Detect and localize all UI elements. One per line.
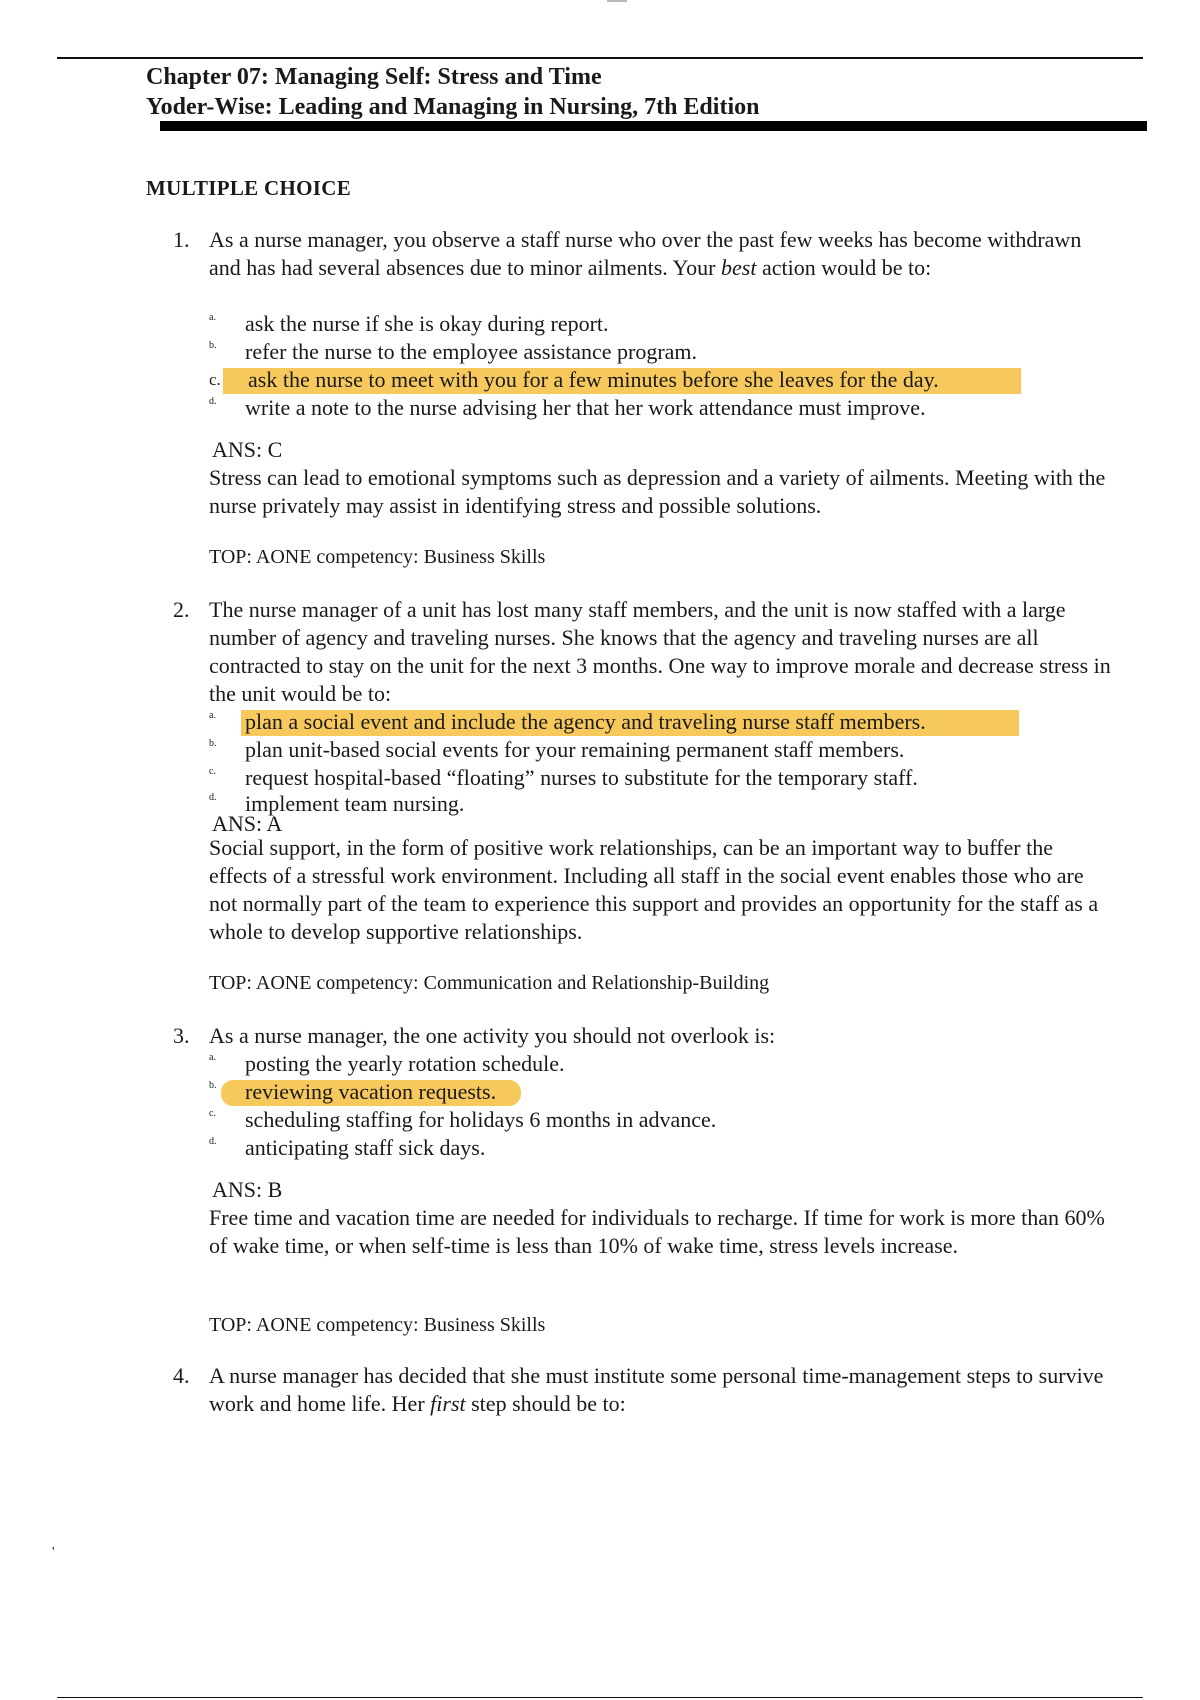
answer-key: ANS: C bbox=[212, 437, 283, 462]
option-text: anticipating staff sick days. bbox=[245, 1135, 486, 1160]
question-stem: The nurse manager of a unit has lost many staff members, and the unit is now staffed with a large number of agency and traveling nurses. She knows that the agency and traveling nurses are all contracted to stay on the unit for the next 3 months. One way to improve morale and decrease stress in the unit would be to: bbox=[209, 597, 1111, 706]
rationale: Free time and vacation time are needed for individuals to recharge. If time for work is more than 60% of wake time, or when self-time is less than 10% of wake time, stress levels increase. bbox=[209, 1205, 1105, 1258]
option-letter: c. bbox=[209, 1108, 216, 1119]
option-letter: d. bbox=[209, 396, 217, 407]
stem-emphasis: best bbox=[721, 255, 757, 280]
rationale: Stress can lead to emotional symptoms such as depression and a variety of ailments. Meeting with the nurse privately may assist in identifying stress and possible solutions. bbox=[209, 465, 1106, 518]
option-text: refer the nurse to the employee assistance program. bbox=[245, 339, 698, 364]
topic-line: TOP: AONE competency: Communication and Relationship-Building bbox=[209, 972, 770, 994]
topic-line: TOP: AONE competency: Business Skills bbox=[209, 546, 546, 568]
stem-emphasis: first bbox=[430, 1391, 466, 1416]
rationale: Social support, in the form of positive work relationships, can be an important way to buffer the effects of a stressful work environment. Including all staff in the social event enables those who are not normally part of the team to experience this support and provides an opportunity for the staff as a whole to develop supportive relationships. bbox=[209, 835, 1099, 944]
option-text: posting the yearly rotation schedule. bbox=[245, 1051, 565, 1076]
question-number: 1. bbox=[173, 227, 190, 252]
question-number: 3. bbox=[173, 1023, 190, 1048]
option-letter: a. bbox=[209, 312, 216, 323]
option-letter: c. bbox=[209, 766, 216, 777]
question-stem bbox=[209, 226, 1114, 282]
answer-key: ANS: A bbox=[212, 811, 283, 836]
book-title: Yoder-Wise: Leading and Managing in Nursing, 7th Edition bbox=[146, 94, 760, 120]
question-number: 4. bbox=[173, 1363, 190, 1388]
question-number: 2. bbox=[173, 597, 190, 622]
option-letter: b. bbox=[209, 1080, 217, 1091]
document-header bbox=[146, 62, 759, 122]
option-letter: c. bbox=[209, 370, 221, 389]
chapter-title: Chapter 07: Managing Self: Stress and Time bbox=[146, 64, 602, 90]
option-text: ask the nurse to meet with you for a few minutes before she leaves for the day. bbox=[248, 367, 939, 392]
option-letter: b. bbox=[209, 340, 217, 351]
top-edge-mark bbox=[607, 0, 627, 2]
option-letter: d. bbox=[209, 1136, 217, 1147]
option-text: write a note to the nurse advising her that her work attendance must improve. bbox=[245, 395, 926, 420]
section-title: MULTIPLE CHOICE bbox=[146, 176, 352, 200]
option-text: ask the nurse if she is okay during report. bbox=[245, 311, 609, 336]
option-letter: b. bbox=[209, 738, 217, 749]
option-text: request hospital-based “floating” nurses to substitute for the temporary staff. bbox=[245, 765, 918, 790]
option-text: implement team nursing. bbox=[245, 791, 465, 816]
question-stem: As a nurse manager, the one activity you should not overlook is: bbox=[209, 1023, 776, 1048]
stem-text: action would be to: bbox=[756, 255, 932, 280]
stray-mark: ' bbox=[52, 1545, 55, 1560]
answer-key: ANS: B bbox=[212, 1177, 283, 1202]
option-text: plan a social event and include the agency and traveling nurse staff members. bbox=[245, 709, 926, 734]
option-letter: a. bbox=[209, 710, 216, 721]
option-text: scheduling staffing for holidays 6 months in advance. bbox=[245, 1107, 717, 1132]
header-bar bbox=[160, 121, 1147, 131]
question-stem bbox=[209, 1362, 1114, 1418]
stem-text: A nurse manager has decided that she must institute some personal time-management steps to survive work and home life. Her bbox=[209, 1363, 1104, 1416]
option-letter: a. bbox=[209, 1052, 216, 1063]
topic-line: TOP: AONE competency: Business Skills bbox=[209, 1314, 546, 1336]
bottom-rule bbox=[57, 1697, 1143, 1698]
option-letter: d. bbox=[209, 792, 217, 803]
stem-text: As a nurse manager, you observe a staff nurse who over the past few weeks has become withdrawn and has had several absences due to minor ailments. Your bbox=[209, 227, 1082, 280]
option-text: plan unit-based social events for your remaining permanent staff members. bbox=[245, 737, 905, 762]
stem-text: step should be to: bbox=[465, 1391, 626, 1416]
option-text: reviewing vacation requests. bbox=[245, 1079, 497, 1104]
top-rule bbox=[57, 57, 1143, 59]
